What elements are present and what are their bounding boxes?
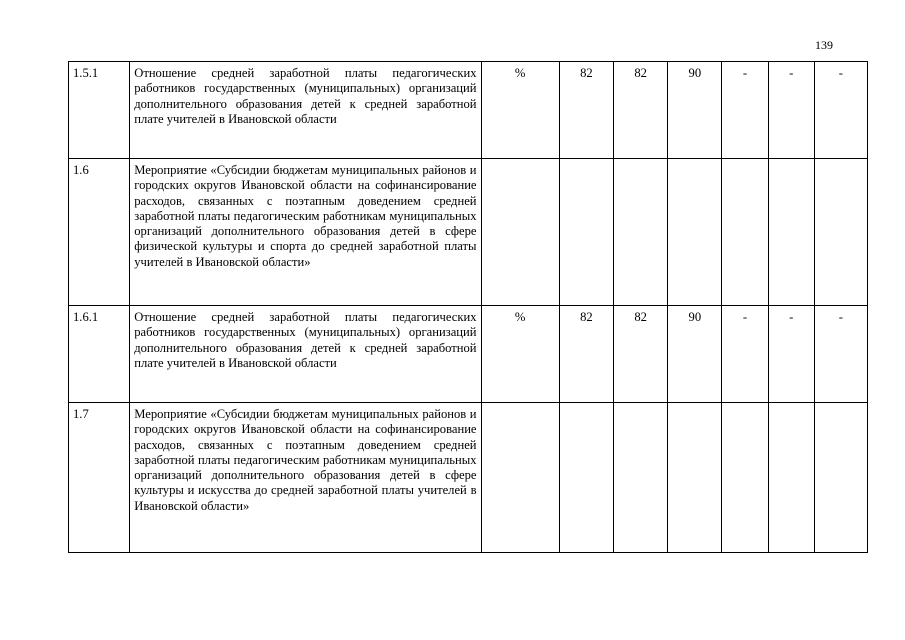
table-row (69, 306, 868, 403)
row-number-cell: 1.7 (69, 403, 130, 553)
value-cell-6 (814, 159, 867, 306)
value-cell-1: 82 (559, 306, 613, 403)
value-cell-1 (559, 403, 613, 553)
value-cell-5 (768, 403, 814, 553)
unit-cell: % (481, 62, 559, 159)
measure-name-cell: Мероприятие «Субсидии бюджетам муниципальных районов и городских округов Ивановской области на софинансирование расходов, связанных с поэтапным доведением средней заработной платы педагогическим работникам муниципальных организаций дополнительного образования детей в сфере физической культуры и спорта до средней заработной платы учителей в Ивановской области» (130, 159, 481, 306)
indicator-name-cell: Отношение средней заработной платы педагогических работников государственных (муниципальных) организаций дополнительного образования детей к средней заработной плате учителей в Ивановской области (130, 62, 481, 159)
unit-cell (481, 403, 559, 553)
page-number: 139 (815, 38, 833, 52)
measure-name-cell: Мероприятие «Субсидии бюджетам муниципальных районов и городских округов Ивановской области на софинансирование расходов, связанных с поэтапным доведением средней заработной платы педагогическим работникам муниципальных организаций дополнительного образования детей в сфере культуры и искусства до средней заработной платы учителей в Ивановской области» (130, 403, 481, 553)
value-cell-6: - (814, 306, 867, 403)
value-cell-2 (614, 159, 668, 306)
unit-cell (481, 159, 559, 306)
value-cell-2: 82 (614, 62, 668, 159)
value-cell-4: - (722, 62, 768, 159)
value-cell-4 (722, 403, 768, 553)
value-cell-2: 82 (614, 306, 668, 403)
value-cell-1: 82 (559, 62, 613, 159)
value-cell-5 (768, 159, 814, 306)
value-cell-4: - (722, 306, 768, 403)
row-number-cell: 1.6 (69, 159, 130, 306)
value-cell-5: - (768, 62, 814, 159)
unit-cell: % (481, 306, 559, 403)
value-cell-6: - (814, 62, 867, 159)
table-row (69, 159, 868, 306)
indicators-table (68, 61, 868, 553)
value-cell-4 (722, 159, 768, 306)
value-cell-3 (668, 159, 722, 306)
value-cell-3: 90 (668, 306, 722, 403)
row-number-cell: 1.6.1 (69, 306, 130, 403)
value-cell-2 (614, 403, 668, 553)
value-cell-3: 90 (668, 62, 722, 159)
row-number-cell: 1.5.1 (69, 62, 130, 159)
table-row (69, 403, 868, 553)
value-cell-3 (668, 403, 722, 553)
value-cell-1 (559, 159, 613, 306)
indicator-name-cell: Отношение средней заработной платы педагогических работников государственных (муниципальных) организаций дополнительного образования детей к средней заработной плате учителей в Ивановской области (130, 306, 481, 403)
value-cell-5: - (768, 306, 814, 403)
value-cell-6 (814, 403, 867, 553)
table-row (69, 62, 868, 159)
